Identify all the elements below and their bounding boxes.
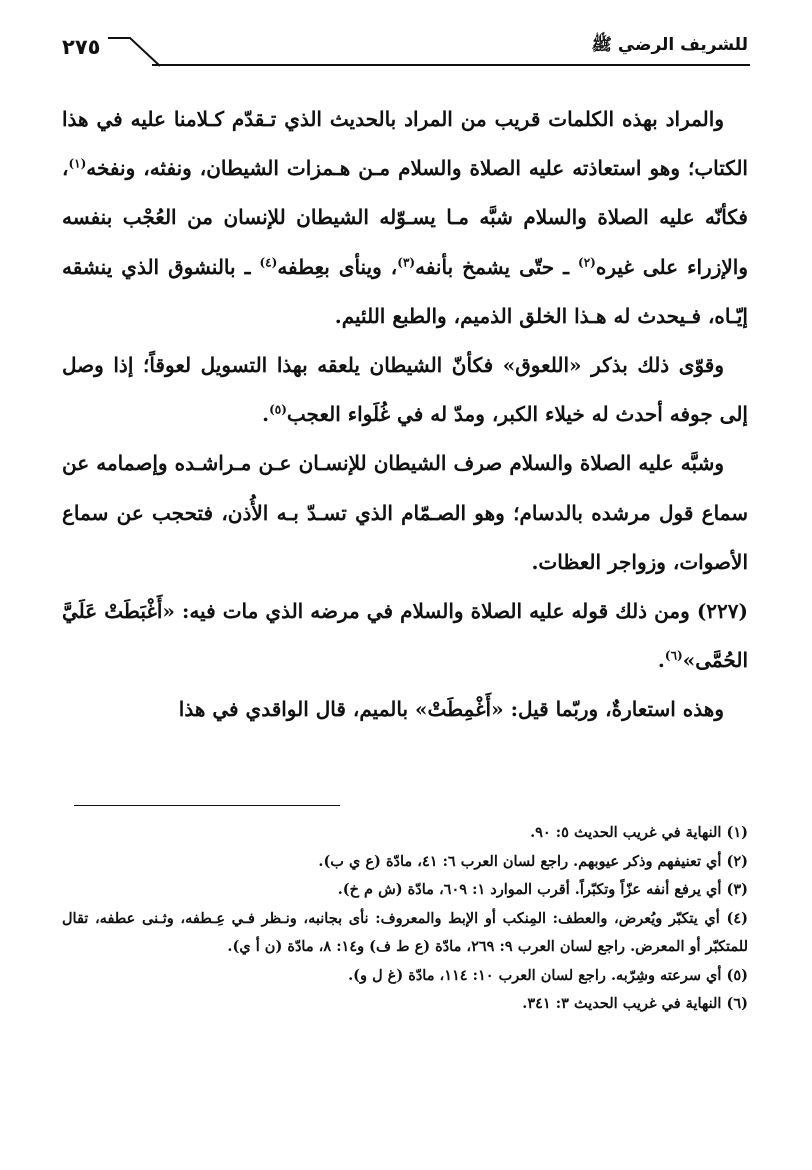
footnote: (١) النهاية في غريب الحديث ٥: ٩٠. xyxy=(530,824,748,841)
header-rule xyxy=(152,64,750,66)
paragraph: وهذه استعارةٌ، وربّما قيل: «أَغْمِطَتْ» بالميم، قال الواقدي في هذا xyxy=(178,697,724,722)
paragraph: والمراد بهذه الكلمات قريب من المراد بالحديث الذي تـقدّم كـلامنا عليه في هذا الكتاب؛ وهو استعاذته عليه الصلاة والسلام مـن هـمزات الشيطان، ونفثه، ونفخه$^{(١)}$، فكأنّه عليه الصلاة والسلام شبَّه مـا يسـوّله الشيطان للإنسان من العُجْب بنفسه والإزراء على غيره$^{(٢)}$ ـ حتّى يشمخ بأنفه$^{(٣)}$، وينأى بعِطفه$^{(٤)}$ ـ بالنشوق الذي ينشقه إيّـاه، فـيحدث له هـذا الخلق الذميم، والطبع اللئيم. xyxy=(62,107,748,328)
footnote-ref[interactable]: (٢) xyxy=(578,254,596,269)
footnote: (٦) النهاية في غريب الحديث ٣: ٣٤١. xyxy=(522,995,748,1012)
footnote-ref[interactable]: (٥) xyxy=(269,402,287,417)
footnote: (٤) أي يتكبّر ويُعرض، والعطف: المِنكب أو الإبط والمعروف: نأى بجانبه، ونـظر فـي عِـطفه، وثـنى عطفه، تقال للمتكبّر أو المعرض. راجع لسان العرب ٩: ٢٦٩، مادّة (ع ط ف) و١٤: ٨، مادّة (ن أ ي). xyxy=(62,909,748,955)
footnote: (٢) أي تعنيفهم وذكر عيوبهم. راجع لسان العرب ٦: ٤١، مادّة (ع ي ب). xyxy=(318,852,748,870)
paragraph: وقوّى ذلك بذكر «اللعوق» فكأنّ الشيطان يلعقه بهذا التسويل لعوقاً؛ إذا وصل إلى جوفه أحدث له خيلاء الكبر، ومدّ له في غُلَواء العجب$^{(٥)}$. xyxy=(62,353,748,427)
footnote-ref[interactable]: (٣) xyxy=(397,254,416,269)
hadith-entry: (٢٢٧) ومن ذلك قوله عليه الصلاة والسلام في مرضه الذي مات فيه: «أَغْبَطَتْ عَلَيَّ الحُمَّى»$^{(٦)}$. xyxy=(62,599,748,673)
hadith-number: (٢٢٧) xyxy=(696,599,748,624)
header-corner-ornament xyxy=(108,37,163,67)
footnote-ref[interactable]: (٤) xyxy=(259,254,278,269)
footnote-separator xyxy=(74,805,340,806)
footnote: (٣) أي يرفع أنفه عزّاً وتكبّراً. أقرب الموارد ١: ٦٠٩، مادّة (ش م خ). xyxy=(337,881,748,898)
footnote: (٥) أي سرعته وشِرّبه. راجع لسان العرب ١٠: ١١٤، مادّة (غ ل و). xyxy=(348,966,748,984)
main-text xyxy=(62,95,748,735)
footnotes xyxy=(62,819,748,1019)
running-header-title: للشريف الرضي ﷺ xyxy=(591,35,748,55)
footnote-ref[interactable]: (١) xyxy=(68,156,87,171)
paragraph: وشبَّه عليه الصلاة والسلام صرف الشيطان للإنسـان عـن مـراشـده وإصمامه عن سماع قول مرشده بالدسام؛ وهو الصـمّام الذي تسـدّ بـه الأُذن، فتحجب عن سماع الأصوات، وزواجر العظات. xyxy=(62,451,748,574)
page-number: ٢٧٥ xyxy=(62,35,101,59)
footnote-ref[interactable]: (٦) xyxy=(664,648,683,663)
hadith-quote: «أَغْبَطَتْ عَلَيَّ الحُمَّى» xyxy=(62,599,748,673)
